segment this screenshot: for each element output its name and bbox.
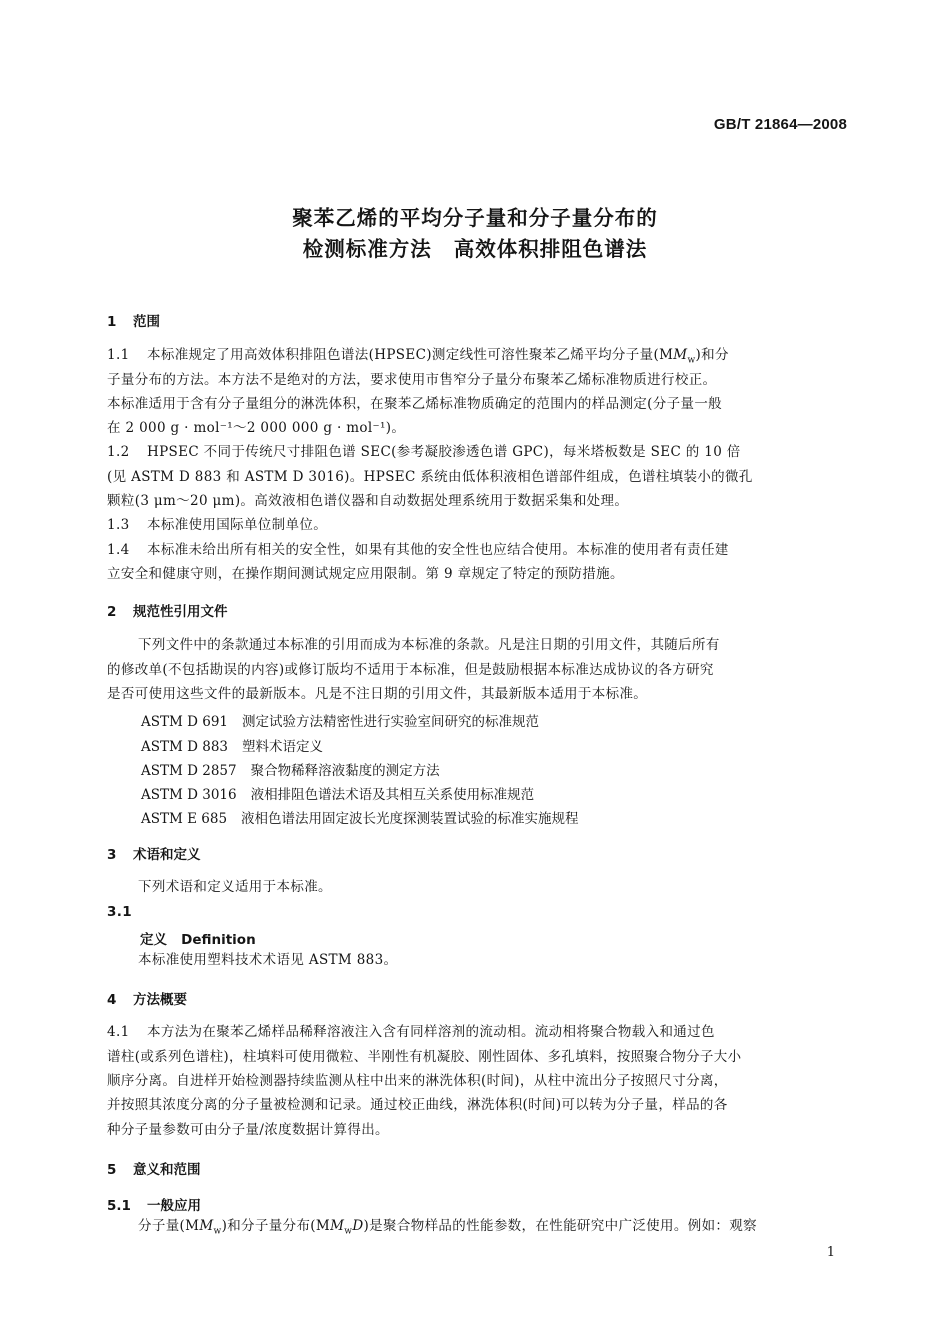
section-2-para-line-2: 的修改单(不包括勘误的内容)或修订版均不适用于本标准，但是鼓励根据本标准达成协议的各方研究	[107, 662, 714, 678]
section-3-intro: 下列术语和定义适用于本标准。	[138, 879, 332, 895]
page-number: 1	[826, 1245, 835, 1260]
clause-1-2-line-2: (见 ASTM D 883 和 ASTM D 3016)。HPSEC 系统由低体积液相色谱部件组成，色谱柱填装小的微孔	[107, 469, 753, 485]
clause-1-2-line-3: 颗粒(3 μm～20 μm)。高效液相色谱仪器和自动数据处理系统用于数据采集和处理。	[107, 493, 629, 509]
section-2-para-line-1: 下列文件中的条款通过本标准的引用而成为本标准的条款。凡是注日期的引用文件，其随后所有	[138, 637, 720, 653]
section-4-heading: 4 方法概要	[107, 992, 187, 1008]
title-line-2b: 高效体积排阻色谱法	[453, 237, 648, 261]
clause-5-1-heading: 5.1 一般应用	[107, 1198, 201, 1214]
clause-1-1-line-2: 子量分布的方法。本方法不是绝对的方法，要求使用市售窄分子量分布聚苯乙烯标准物质进行校正。	[107, 372, 717, 388]
reference-item: ASTM D 691 测定试验方法精密性进行实验室间研究的标准规范	[141, 714, 539, 730]
clause-5-1-line-1: 分子量$(MM_w)$和分子量分布$(MM_wD)$是聚合物样品的性能参数，在性能研究中广泛使用。例如：观察	[138, 1218, 757, 1237]
reference-item: ASTM E 685 液相色谱法用固定波长光度探测装置试验的标准实施规程	[141, 811, 579, 827]
clause-1-3: 1.3 本标准使用国际单位制单位。	[107, 517, 328, 533]
section-5-heading: 5 意义和范围	[107, 1162, 201, 1178]
reference-item: ASTM D 3016 液相排阻色谱法术语及其相互关系使用标准规范	[141, 787, 535, 803]
clause-1-2-line-1: 1.2 HPSEC 不同于传统尺寸排阻色谱 SEC(参考凝胶渗透色谱 GPC)，每米塔板数是 SEC 的 10 倍	[107, 444, 741, 460]
term-heading: 定义 Definition	[140, 932, 256, 948]
section-2-heading: 2 规范性引用文件	[107, 604, 228, 620]
clause-4-1-line-3: 顺序分离。自进样开始检测器持续监测从柱中出来的淋洗体积(时间)，从柱中流出分子按照尺寸分离，	[107, 1073, 728, 1089]
title-line-2	[0, 232, 950, 262]
reference-item: ASTM D 883 塑料术语定义	[141, 739, 323, 755]
clause-4-1-line-1: 4.1 本方法为在聚苯乙烯样品稀释溶液注入含有同样溶剂的流动相。流动相将聚合物载入和通过色	[107, 1024, 715, 1040]
section-2-para-line-3: 是否可使用这些文件的最新版本。凡是不注日期的引用文件，其最新版本适用于本标准。	[107, 686, 648, 702]
clause-5-1-line-1-rest: )是聚合物样品的性能参数，在性能研究中广泛使用。例如：观察	[363, 1218, 757, 1234]
clause-3-1-number: 3.1	[107, 904, 132, 920]
clause-4-1-line-5: 种分子量参数可由分子量/浓度数据计算得出。	[107, 1122, 389, 1138]
clause-1-1-line-4: 在 2 000 g · mol⁻¹～2 000 000 g · mol⁻¹)。	[107, 420, 406, 436]
reference-item: ASTM D 2857 聚合物稀释溶液黏度的测定方法	[141, 763, 440, 779]
clause-1-1-line-1: 1.1 本标准规定了用高效体积排阻色谱法(HPSEC)测定线性可溶性聚苯乙烯平均分子量$(MM_w)$和分	[107, 347, 729, 366]
standard-code: GB/T 21864—2008	[713, 116, 847, 133]
title-line-2a: 检测标准方法	[302, 237, 432, 261]
section-1-heading: 1 范围	[107, 314, 160, 330]
clause-1-1-line-3: 本标准适用于含有分子量组分的淋洗体积，在聚苯乙烯标准物质确定的范围内的样品测定(分子量一般	[107, 396, 723, 412]
term-definition: 本标准使用塑料技术术语见 ASTM 883。	[138, 952, 398, 968]
clause-1-4-line-2: 立安全和健康守则，在操作期间测试规定应用限制。第 9 章规定了特定的预防措施。	[107, 566, 624, 582]
title-line-1: 聚苯乙烯的平均分子量和分子量分布的	[292, 206, 658, 230]
section-3-heading: 3 术语和定义	[107, 847, 201, 863]
clause-1-4-line-1: 1.4 本标准未给出所有相关的安全性，如果有其他的安全性也应结合使用。本标准的使用者有责任建	[107, 542, 729, 558]
clause-4-1-line-4: 并按照其浓度分离的分子量被检测和记录。通过校正曲线，淋洗体积(时间)可以转为分子量，样品的各	[107, 1097, 728, 1113]
clause-4-1-line-2: 谱柱(或系列色谱柱)，柱填料可使用微粒、半刚性有机凝胶、刚性固体、多孔填料，按照聚合物分子大小	[107, 1049, 742, 1065]
